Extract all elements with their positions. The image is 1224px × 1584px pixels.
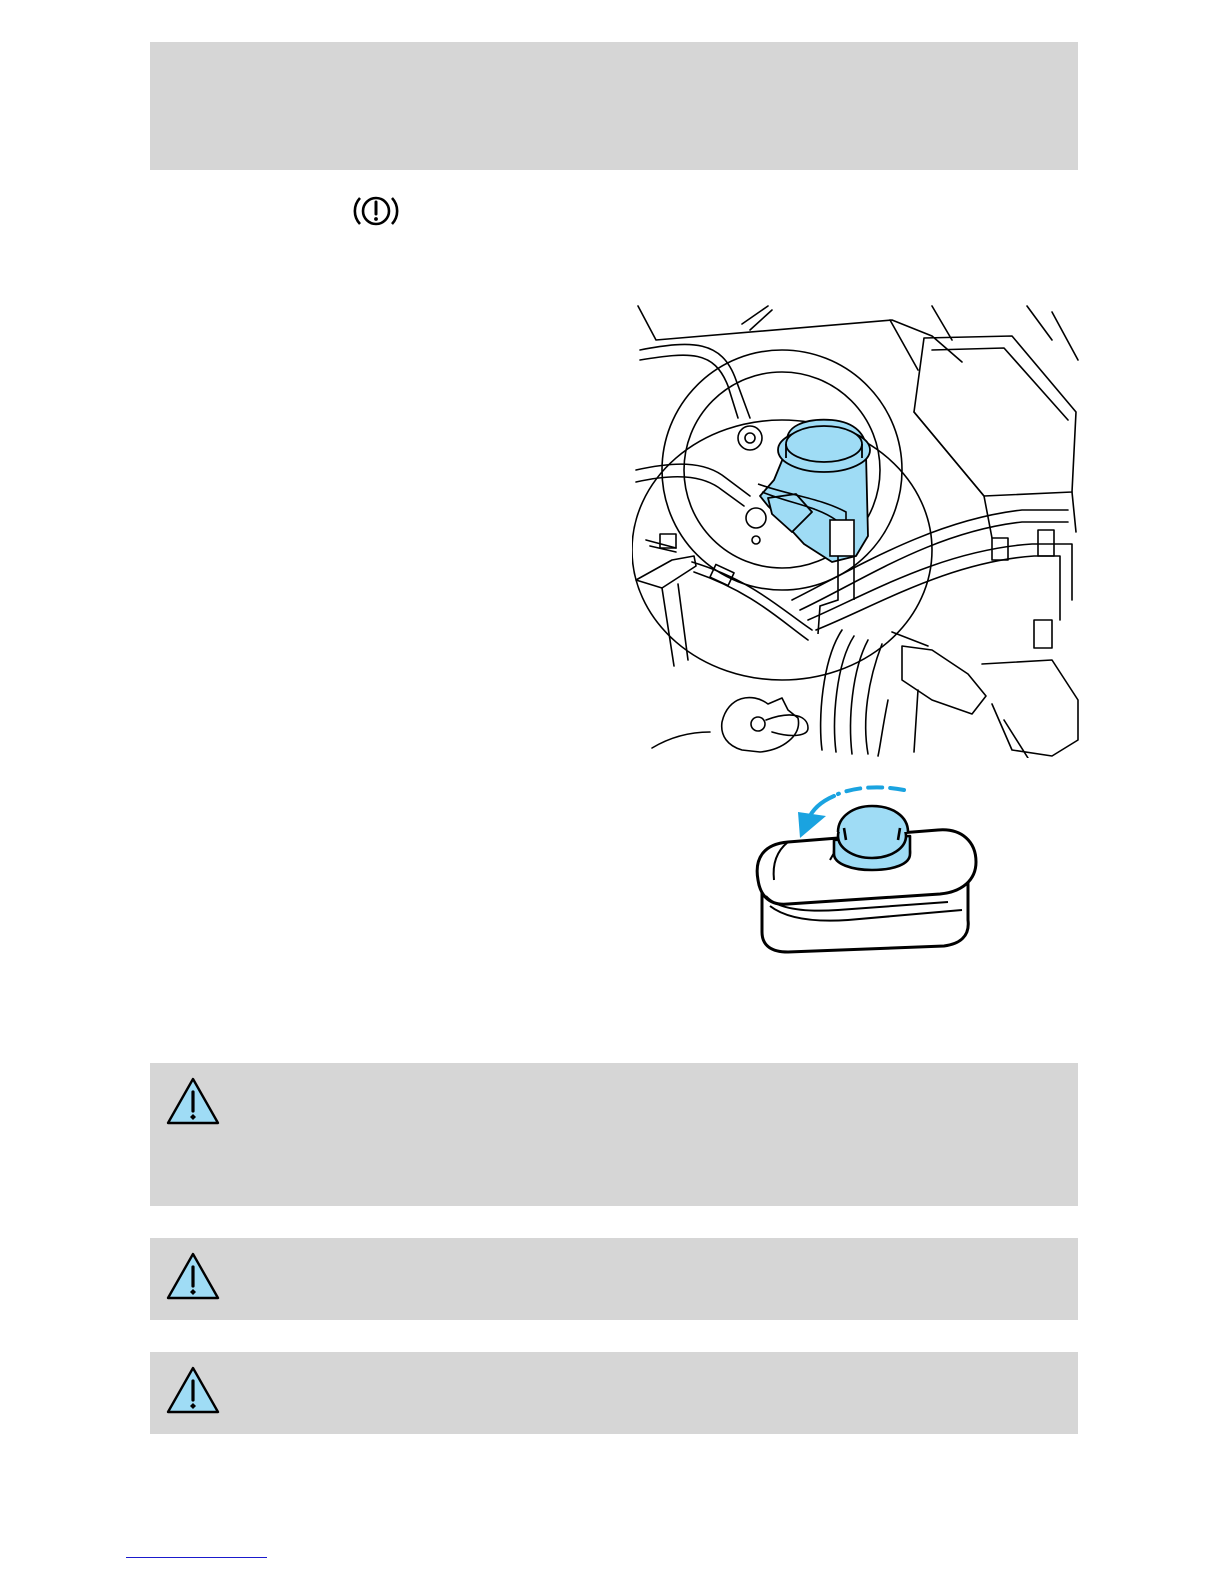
engine-compartment-figure xyxy=(632,300,1082,758)
brake-warning-icon xyxy=(352,192,400,230)
header-band xyxy=(150,42,1078,170)
warning-triangle-icon xyxy=(164,1250,222,1302)
footer-link-underline[interactable] xyxy=(126,1557,267,1558)
warning-box xyxy=(150,1238,1078,1320)
warning-box xyxy=(150,1352,1078,1434)
warning-triangle-icon xyxy=(164,1075,222,1127)
warning-box xyxy=(150,1063,1078,1206)
reservoir-cap-figure xyxy=(748,780,984,956)
warning-triangle-icon xyxy=(164,1364,222,1416)
